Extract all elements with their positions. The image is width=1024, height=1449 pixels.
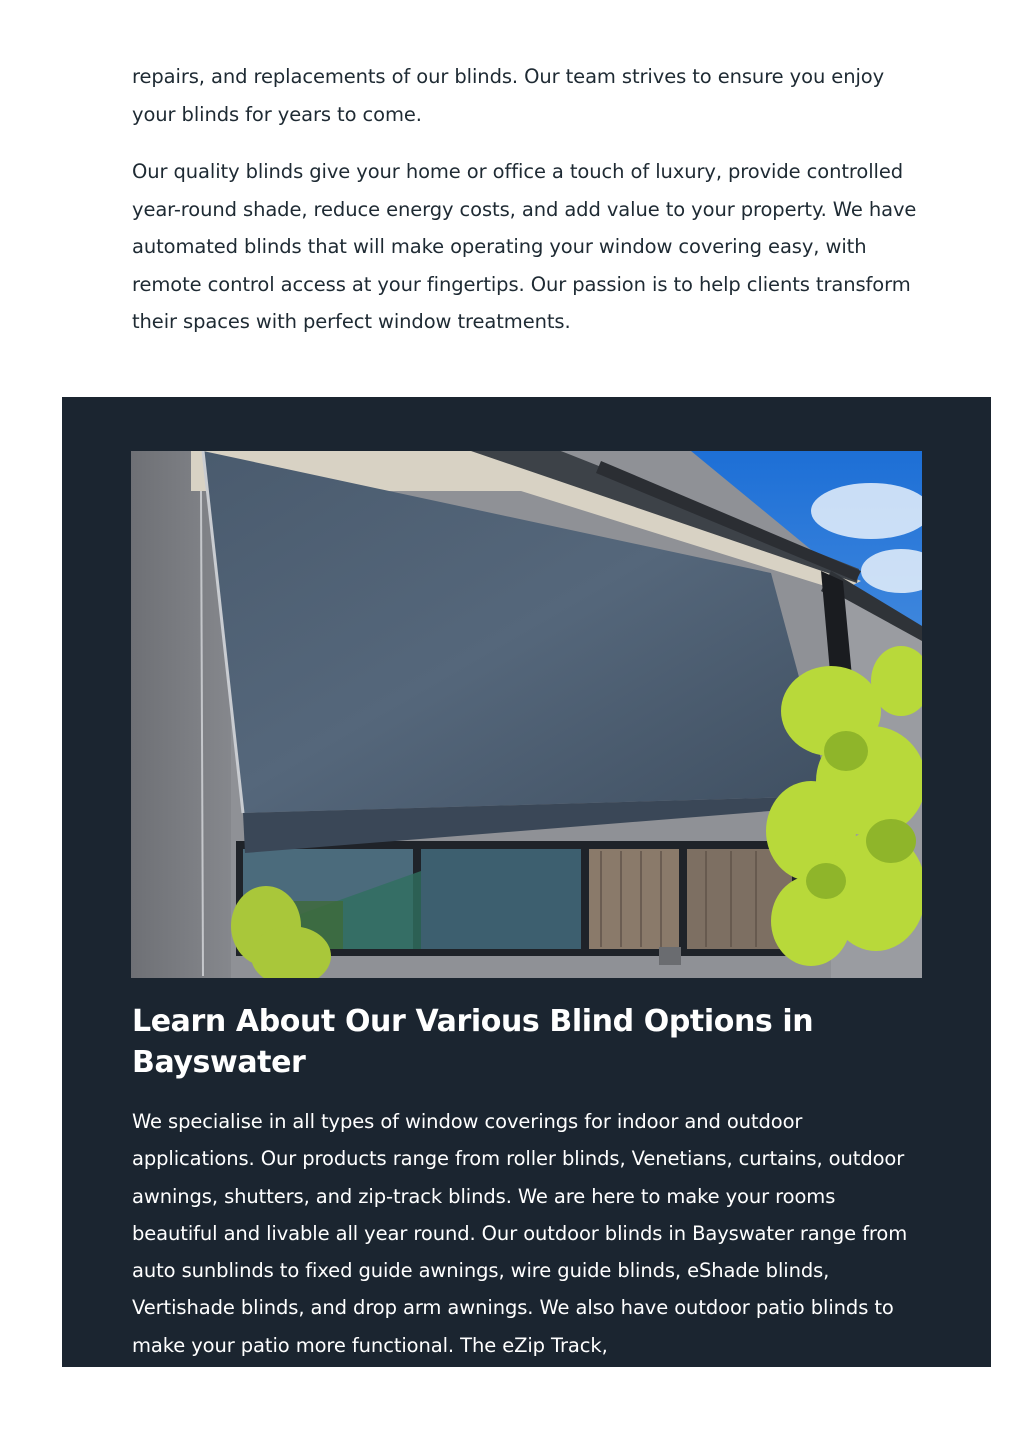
section-body: We specialise in all types of window coverings for indoor and outdoor applications. Our products range from roller blinds, Venetians, curtains, outdoor awnings, shutters, and zip-track blinds. We are here to make your rooms beautiful and livable all year round. Our outdoor blinds in Bayswater range from auto sunblinds to fixed guide awnings, wire guide blinds, eShade blinds, Vertishade blinds, and drop arm awnings. We also have outdoor patio blinds to make your patio more functional. The eZip Track, — [132, 1110, 908, 1357]
blind-options-section — [62, 397, 991, 1367]
intro-text — [132, 58, 932, 341]
intro-paragraph-2: Our quality blinds give your home or office a touch of luxury, provide controlled year-round shade, reduce energy costs, and add value to your property. We have automated blinds that will make operating your window covering easy, with remote control access at your fingertips. Our passion is to help clients transform their spaces with perfect window treatments. — [132, 160, 917, 333]
section-title: Learn About Our Various Blind Options in Bayswater — [132, 1004, 814, 1080]
outdoor-blind-photo — [131, 451, 922, 978]
intro-paragraph-1: repairs, and replacements of our blinds. Our team strives to ensure you enjoy your blinds for years to come. — [132, 65, 885, 126]
